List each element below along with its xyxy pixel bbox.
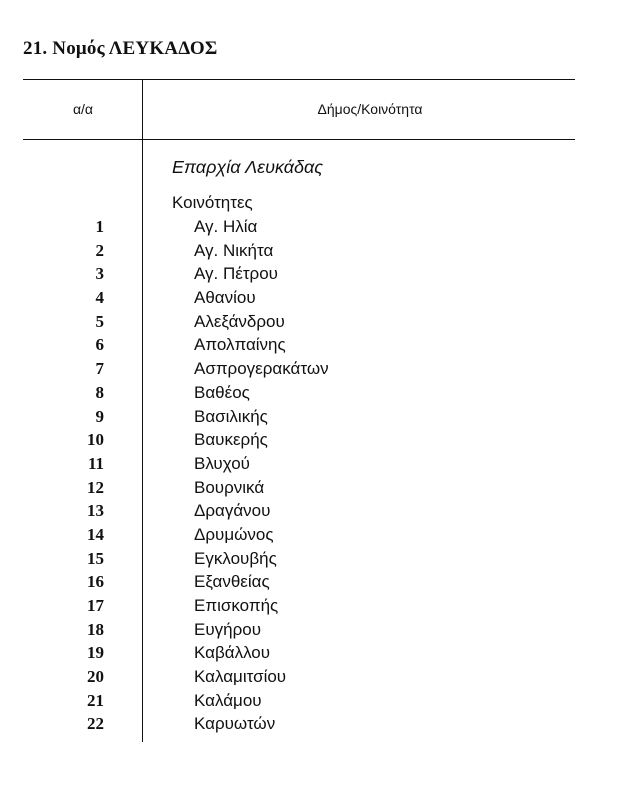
row-name: Εξανθείας (194, 572, 270, 592)
row-number: 18 (87, 619, 104, 639)
table-row (0, 452, 620, 476)
table-row (0, 547, 620, 571)
row-number: 8 (95, 382, 104, 402)
row-name: Καρυωτών (194, 714, 276, 734)
column-header-number: α/α (72, 101, 94, 117)
table-row (0, 665, 620, 689)
row-name: Αγ. Νικήτα (194, 240, 274, 260)
row-name: Καλάμου (194, 690, 262, 710)
row-name: Αγ. Ηλία (194, 217, 258, 236)
row-name: Καλαμιτσίου (194, 667, 287, 687)
row-name: Επισκοπής (194, 596, 279, 615)
table-row (0, 286, 620, 310)
row-number: 22 (87, 714, 104, 734)
row-name: Δρυμώνος (194, 524, 274, 544)
table-row (0, 215, 620, 239)
row-number: 12 (87, 477, 104, 497)
row-number: 4 (95, 288, 104, 308)
row-number: 16 (87, 572, 104, 592)
table-row (0, 712, 620, 736)
table-header-rule (23, 139, 575, 140)
row-number: 20 (87, 667, 104, 687)
table-body (0, 215, 620, 736)
row-number: 5 (95, 311, 104, 331)
row-name: Απολπαίνης (194, 335, 286, 355)
row-name: Αγ. Πέτρου (194, 264, 278, 284)
table-row (0, 381, 620, 405)
column-header-name: Δήμος/Κοινότητα (317, 101, 423, 117)
row-name: Βασιλικής (194, 406, 268, 426)
table-row (0, 641, 620, 665)
row-number: 17 (87, 596, 104, 615)
table-row (0, 310, 620, 334)
page-title: 21. Νομός ΛΕΥΚΑΔΟΣ (23, 38, 218, 59)
row-name: Δραγάνου (194, 501, 271, 521)
table-row (0, 570, 620, 594)
row-name: Βαθέος (194, 382, 250, 402)
table-row (0, 333, 620, 357)
row-name: Βλυχού (194, 453, 250, 473)
row-number: 6 (95, 335, 104, 355)
row-name: Ασπρογερακάτων (194, 359, 329, 379)
row-number: 3 (95, 264, 104, 284)
row-number: 1 (95, 217, 104, 236)
row-name: Καβάλλου (194, 643, 271, 663)
row-number: 13 (87, 501, 104, 521)
table-row (0, 239, 620, 263)
table-row (0, 499, 620, 523)
row-name: Αθανίου (194, 288, 256, 308)
row-number: 11 (87, 453, 104, 473)
row-number: 21 (87, 690, 104, 710)
row-number: 15 (87, 548, 104, 568)
row-name: Ευγήρου (194, 619, 262, 639)
group-label: Κοινότητες (172, 193, 253, 212)
table-row (0, 523, 620, 547)
row-name: Βαυκερής (194, 430, 268, 450)
table-row (0, 405, 620, 429)
row-number: 19 (87, 643, 104, 663)
row-number: 7 (95, 359, 104, 379)
row-number: 2 (95, 240, 104, 260)
row-name: Βουρνικά (194, 477, 265, 497)
table-row (0, 594, 620, 618)
table-row (0, 476, 620, 500)
table-top-rule (23, 79, 575, 80)
table-row (0, 357, 620, 381)
row-number: 10 (87, 430, 104, 450)
table-row (0, 689, 620, 713)
region-heading: Επαρχία Λευκάδας (172, 157, 324, 177)
row-name: Εγκλουβής (194, 548, 277, 568)
table-row (0, 428, 620, 452)
row-number: 14 (87, 524, 104, 544)
row-name: Αλεξάνδρου (194, 311, 285, 331)
row-number: 9 (95, 406, 104, 426)
table-row (0, 262, 620, 286)
table-row (0, 618, 620, 642)
